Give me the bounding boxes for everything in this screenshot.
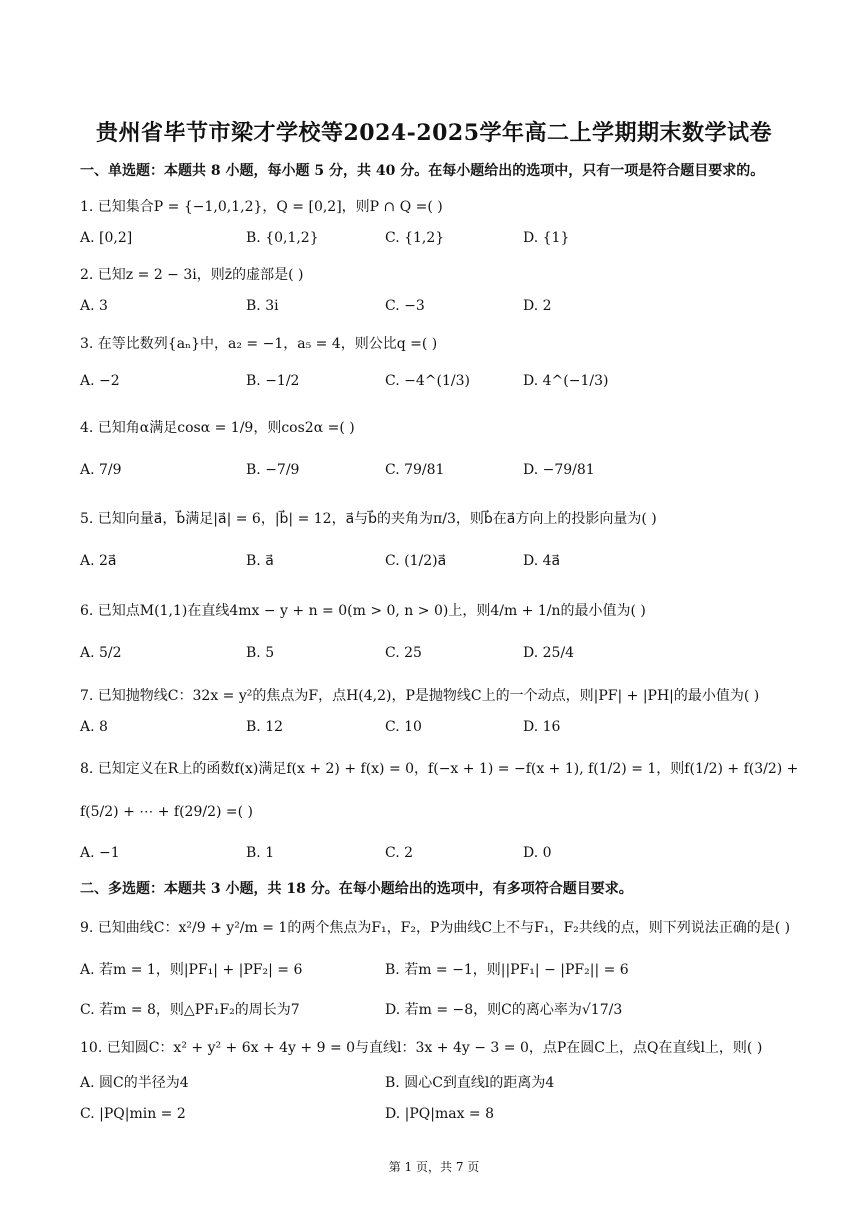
question-7-option-d: D. 16 bbox=[523, 719, 561, 735]
question-6-stem: 6. 已知点M(1,1)在直线4mx − y + n = 0(m > 0, n > 0)上，则4/m + 1/n的最小值为( ) bbox=[80, 603, 646, 619]
question-8-stem-line-1: 8. 已知定义在R上的函数f(x)满足f(x + 2) + f(x) = 0，f(−x + 1) = −f(x + 1), f(1/2) = 1，则f(1/2) + f(3/2) + bbox=[80, 761, 799, 777]
question-7-option-c: C. 10 bbox=[385, 719, 422, 735]
question-10-option-c: C. |PQ|min = 2 bbox=[80, 1106, 186, 1122]
question-6-option-a: A. 5/2 bbox=[80, 645, 122, 661]
question-2-stem: 2. 已知z = 2 − 3i，则z̄的虚部是( ) bbox=[80, 267, 304, 283]
question-9-option-b: B. 若m = −1，则||PF₁| − |PF₂|| = 6 bbox=[385, 962, 629, 978]
question-4-option-a: A. 7/9 bbox=[80, 462, 122, 478]
question-3-option-c: C. −4^(1/3) bbox=[385, 373, 470, 389]
question-7-option-a: A. 8 bbox=[80, 719, 108, 735]
question-5-option-c: C. (1/2)a⃗ bbox=[385, 553, 447, 569]
page-footer: 第 1 页，共 7 页 bbox=[388, 1160, 480, 1174]
question-9-option-d: D. 若m = −8，则C的离心率为√17/3 bbox=[385, 1002, 623, 1018]
page-title: 贵州省毕节市梁才学校等2024-2025学年高二上学期期末数学试卷 bbox=[95, 120, 773, 146]
question-3-option-d: D. 4^(−1/3) bbox=[523, 373, 609, 389]
question-10-option-b: B. 圆心C到直线l的距离为4 bbox=[385, 1075, 555, 1091]
question-3-option-b: B. −1/2 bbox=[246, 373, 300, 389]
question-8-option-a: A. −1 bbox=[80, 845, 120, 861]
section-heading-multiple-choice: 二、多选题：本题共 3 小题，共 18 分。在每小题给出的选项中，有多项符合题目要求。 bbox=[80, 881, 633, 897]
question-1-option-c: C. {1,2} bbox=[385, 230, 445, 246]
question-7-stem: 7. 已知抛物线C：32x = y²的焦点为F，点H(4,2)，P是抛物线C上的一个动点，则|PF| + |PH|的最小值为( ) bbox=[80, 688, 760, 704]
question-5-option-a: A. 2a⃗ bbox=[80, 553, 117, 569]
question-3-stem: 3. 在等比数列{aₙ}中，a₂ = −1，a₅ = 4，则公比q =( ) bbox=[80, 336, 438, 352]
question-5-option-b: B. a⃗ bbox=[246, 553, 274, 569]
question-8-option-b: B. 1 bbox=[246, 845, 275, 861]
question-6-option-d: D. 25/4 bbox=[523, 645, 575, 661]
question-2-option-d: D. 2 bbox=[523, 298, 552, 314]
question-4-stem: 4. 已知角α满足cosα = 1/9，则cos2α =( ) bbox=[80, 420, 355, 436]
question-1-option-d: D. {1} bbox=[523, 230, 570, 246]
question-10-option-a: A. 圆C的半径为4 bbox=[80, 1075, 189, 1091]
question-4-option-b: B. −7/9 bbox=[246, 462, 300, 478]
question-8-option-d: D. 0 bbox=[523, 845, 552, 861]
question-6-option-b: B. 5 bbox=[246, 645, 275, 661]
question-1-option-b: B. {0,1,2} bbox=[246, 230, 319, 246]
question-9-stem: 9. 已知曲线C：x²/9 + y²/m = 1的两个焦点为F₁，F₂，P为曲线C上不与F₁，F₂共线的点，则下列说法正确的是( ) bbox=[80, 920, 791, 936]
question-6-option-c: C. 25 bbox=[385, 645, 422, 661]
question-7-option-b: B. 12 bbox=[246, 719, 284, 735]
question-5-option-d: D. 4a⃗ bbox=[523, 553, 561, 569]
question-4-option-d: D. −79/81 bbox=[523, 462, 595, 478]
question-10-option-d: D. |PQ|max = 8 bbox=[385, 1106, 495, 1122]
question-2-option-a: A. 3 bbox=[80, 298, 108, 314]
question-1-stem: 1. 已知集合P = {−1,0,1,2}，Q = [0,2]，则P ∩ Q =( ) bbox=[80, 199, 443, 215]
question-2-option-b: B. 3i bbox=[246, 298, 279, 314]
question-4-option-c: C. 79/81 bbox=[385, 462, 445, 478]
question-8-option-c: C. 2 bbox=[385, 845, 414, 861]
question-8-stem-line-2: f(5/2) + ⋯ + f(29/2) =( ) bbox=[80, 804, 253, 820]
question-1-option-a: A. [0,2] bbox=[80, 230, 133, 246]
question-2-option-c: C. −3 bbox=[385, 298, 425, 314]
section-heading-single-choice: 一、单选题：本题共 8 小题，每小题 5 分，共 40 分。在每小题给出的选项中，只有一项是符合题目要求的。 bbox=[80, 163, 765, 179]
question-10-stem: 10. 已知圆C：x² + y² + 6x + 4y + 9 = 0与直线l：3x + 4y − 3 = 0，点P在圆C上，点Q在直线l上，则( ) bbox=[80, 1040, 763, 1056]
question-5-stem: 5. 已知向量a⃗，b⃗满足|a⃗| = 6，|b⃗| = 12，a⃗与b⃗的夹角为π/3，则b⃗在a⃗方向上的投影向量为( ) bbox=[80, 511, 657, 527]
question-3-option-a: A. −2 bbox=[80, 373, 120, 389]
question-9-option-c: C. 若m = 8，则△PF₁F₂的周长为7 bbox=[80, 1002, 300, 1018]
question-9-option-a: A. 若m = 1，则|PF₁| + |PF₂| = 6 bbox=[80, 962, 303, 978]
